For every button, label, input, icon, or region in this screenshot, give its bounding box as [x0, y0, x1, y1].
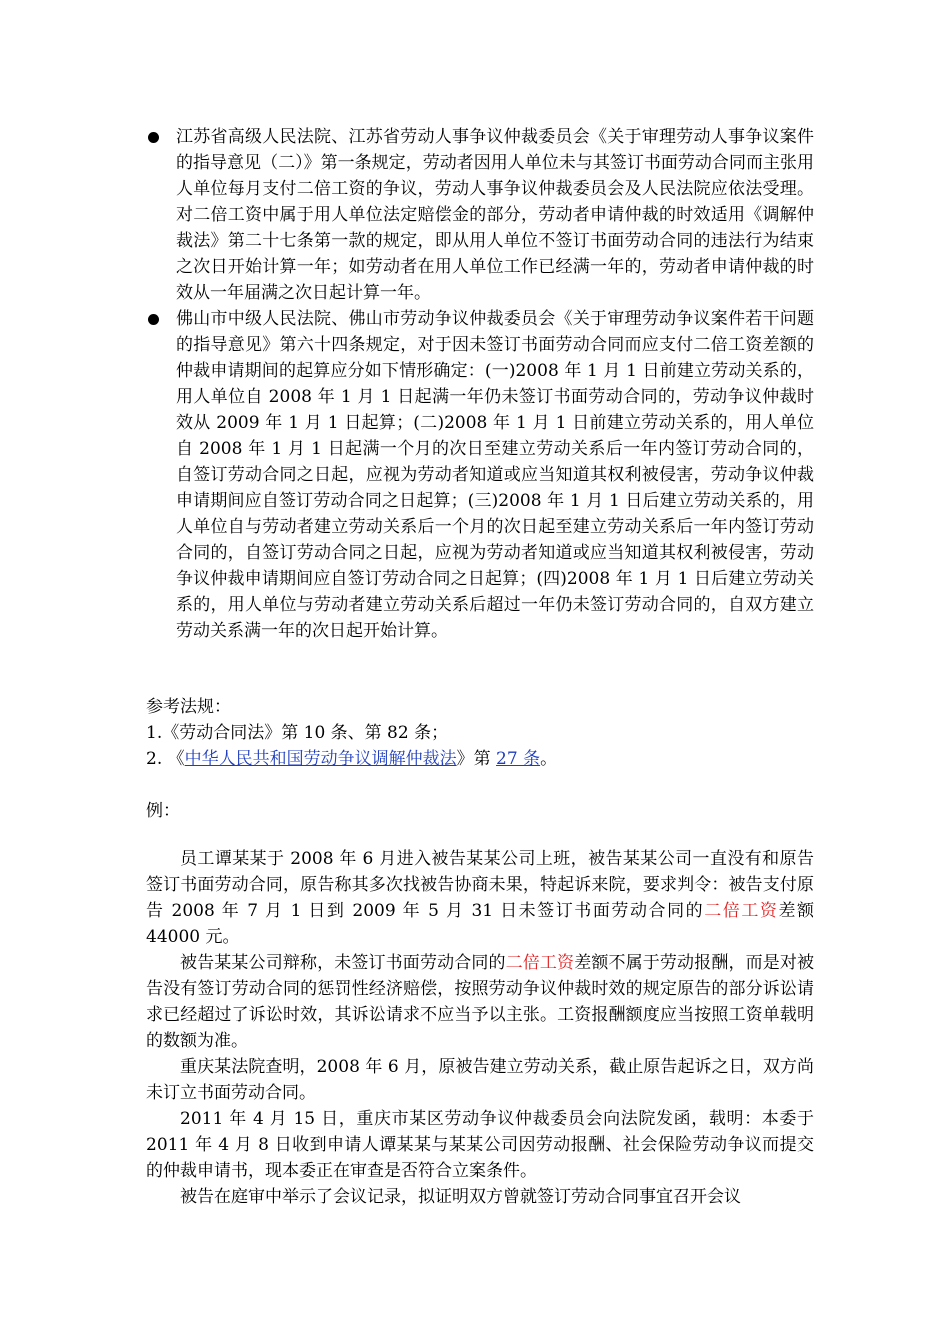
- case-p1-tail: 差额 44000 元。: [146, 901, 815, 947]
- case-p2-tail: 差额不属于劳动报酬，而是对被告没有签订劳动合同的惩罚性经济赔偿，按照劳动争议仲裁时效的规定原告的部分诉讼请求已经超过了诉讼时效，其诉讼请求不应当予以主张。工资报酬额度应当按照工资单载明的数额为准。: [146, 953, 815, 1051]
- reference-item-2-prefix: 2. 《: [146, 749, 185, 769]
- double-wage-highlight: 二倍工资: [704, 901, 779, 921]
- case-paragraph-1: [146, 846, 814, 950]
- bullet-dot-icon: [148, 132, 159, 143]
- case-p2-text: 被告某某公司辩称，未签订书面劳动合同的: [180, 953, 506, 973]
- case-paragraph-2: [146, 950, 814, 1054]
- example-label: 例：: [146, 801, 180, 821]
- reference-item-2: [146, 746, 814, 772]
- case-section: [146, 846, 814, 1210]
- bullet-item-foshan: [146, 306, 814, 644]
- bullet-list: [146, 124, 814, 644]
- case-paragraph-4: 2011 年 4 月 15 日，重庆市某区劳动争议仲裁委员会向法院发函，载明：本委于 2011 年 4 月 8 日收到申请人谭某某与某某公司因劳动报酬、社会保险劳动争议而提交的仲裁申请书，现本委正在审查是否符合立案条件。: [146, 1109, 814, 1181]
- references-heading: 参考法规：: [146, 697, 231, 717]
- case-paragraph-3: 重庆某法院查明，2008 年 6 月，原被告建立劳动关系，截止原告起诉之日，双方尚未订立书面劳动合同。: [146, 1057, 814, 1103]
- arbitration-law-link[interactable]: 中华人民共和国劳动争议调解仲裁法: [184, 749, 457, 769]
- case-p1-text: 员工谭某某于 2008 年 6 月进入被告某某公司上班，被告某某公司一直没有和原告签订书面劳动合同，原告称其多次找被告协商未果，特起诉来院，要求判令：被告支付原告 2008 年 7 月 1 日到 2009 年 5 月 31 日未签订书面劳动合同的: [146, 849, 814, 921]
- references-section: [146, 694, 814, 772]
- double-wage-highlight: 二倍工资: [505, 953, 575, 973]
- bullet-item-jiangsu: [146, 124, 814, 306]
- reference-item-2-mid: 》第: [456, 749, 497, 769]
- reference-item-2-suffix: 。: [540, 749, 558, 769]
- bullet-dot-icon: [148, 314, 159, 325]
- reference-item-1: 1.《劳动合同法》第 10 条、第 82 条；: [146, 723, 449, 743]
- bullet-text: 江苏省高级人民法院、江苏省劳动人事争议仲裁委员会《关于审理劳动人事争议案件的指导意见（二）》第一条规定，劳动者因用人单位未与其签订书面劳动合同而主张用人单位每月支付二倍工资的争议，劳动人事争议仲裁委员会及人民法院应依法受理。对二倍工资中属于用人单位法定赔偿金的部分，劳动者申请仲裁的时效适用《调解仲裁法》第二十七条第一款的规定，即从用人单位不签订书面劳动合同的违法行为结束之次日开始计算一年；如劳动者在用人单位工作已经满一年的，劳动者申请仲裁的时效从一年届满之次日起计算一年。: [176, 127, 814, 303]
- article-27-link[interactable]: 27 条: [496, 749, 541, 769]
- bullet-text: 佛山市中级人民法院、佛山市劳动争议仲裁委员会《关于审理劳动争议案件若干问题的指导意见》第六十四条规定，对于因未签订书面劳动合同而应支付二倍工资差额的仲裁申请期间的起算应分如下情形确定：(一)2008 年 1 月 1 日前建立劳动关系的，用人单位自 2008 年 1 月 1 日起满一年仍未签订书面劳动合同的，劳动争议仲裁时效从 2009 年 1 月 1 日起算；(二)2008 年 1 月 1 日前建立劳动关系的，用人单位自 2008 年 1 月 1 日起满一个月的次日至建立劳动关系后一年内签订劳动合同的，自签订劳动合同之日起，应视为劳动者知道或应当知道其权利被侵害，劳动争议仲裁申请期间应自签订劳动合同之日起算；(三)2008 年 1 月 1 日后建立劳动关系的，用人单位自与劳动者建立劳动关系后一个月的次日起至建立劳动关系后一年内签订劳动合同的，自签订劳动合同之日起，应视为劳动者知道或应当知道其权利被侵害，劳动争议仲裁申请期间应自签订劳动合同之日起算；(四)2008 年 1 月 1 日后建立劳动关系的，用人单位与劳动者建立劳动关系后超过一年仍未签订劳动合同的，自双方建立劳动关系满一年的次日起开始计算。: [176, 309, 814, 641]
- case-paragraph-5: 被告在庭审中举示了会议记录，拟证明双方曾就签订劳动合同事宜召开会议: [180, 1187, 741, 1207]
